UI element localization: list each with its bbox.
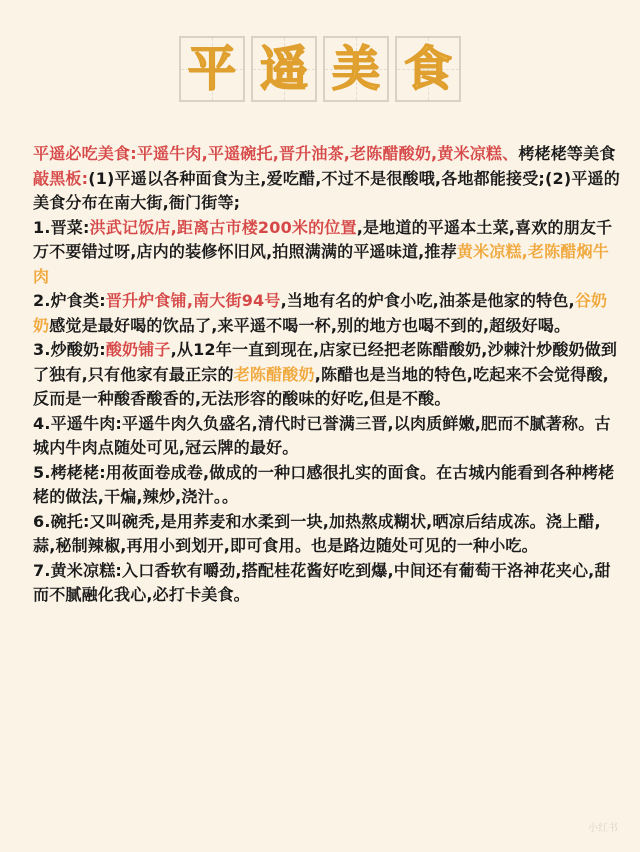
page-title [0,36,640,102]
title-char: 食 [403,41,452,97]
item-tail: ,陈醋也是当地的特色,吃起来不会觉得酸,反而是一种酸香酸香的,无法形容的酸味的好吃,但是不酸。 [33,364,609,408]
food-item-6: 6.碗托:又叫碗秃,是用荞麦和水柔到一块,加热熬成糊状,晒凉后结成冻。浇上醋,蒜,秘制辣椒,再用小到划开,即可食用。也是路边随处可见的一种小吃。 [33,511,601,555]
item-highlight: 黄米凉糕,老陈醋焖牛肉 [33,242,609,286]
intro-list: 平遥牛肉,平遥碗托,晋升油茶,老陈醋酸奶,黄米凉糕、 [136,144,519,163]
item-shop: 酸奶铺子 [105,340,171,359]
item-lead: 2.炉食类: [33,291,106,310]
item-lead: 3.炒酸奶: [33,340,106,359]
title-box-3 [323,36,389,102]
title-box-2 [251,36,317,102]
item-shop: 洪武记饭店,距离古市楼200米的位置 [89,217,357,237]
item-lead: 1.晋菜: [33,217,90,237]
article-body [33,142,623,608]
title-char: 遥 [259,41,308,97]
item-highlight: 谷奶奶 [33,291,608,335]
title-char: 平 [187,41,236,97]
tip-paragraph [33,167,623,216]
food-item-4: 4.平遥牛肉:平遥牛肉久负盛名,清代时已誉满三晋,以肉质鲜嫩,肥而不腻著称。古城内牛肉点随处可见,冠云牌的最好。 [33,413,611,457]
title-box-4 [395,36,461,102]
item-tail: 感觉是最好喝的饮品了,来平遥不喝一杯,别的地方也喝不到的,超级好喝。 [49,315,571,335]
food-item-7: 7.黄米凉糕:入口香软有嚼劲,搭配桂花酱好吃到爆,中间还有葡萄干洛神花夹心,甜而不腻融化我心,必打卡美食。 [33,560,611,604]
item-text: ,当地有名的炉食小吃,油茶是他家的特色, [280,291,575,310]
item-text: ,从12年一直到现在,店家已经把老陈醋酸奶,沙棘汁炒酸奶做到了独有,只有他家有最正宗的 [33,340,618,384]
item-highlight: 老陈醋酸奶 [233,364,315,384]
item-shop: 晋升炉食铺,南大街94号 [105,291,281,310]
intro-label: 平遥必吃美食: [33,144,137,163]
food-item-2 [33,289,623,338]
intro-paragraph [33,142,623,167]
tip-label: 敲黑板: [33,168,89,188]
intro-rest: 栲栳栳等美食 [518,144,616,163]
watermark: 小红书 [588,823,618,834]
title-char: 美 [331,41,380,97]
food-item-5: 5.栲栳栳:用莜面卷成卷,做成的一种口感很扎实的面食。在古城内能看到各种栲栳栳的做法,干煸,辣炒,浇汁。。 [33,462,615,506]
item-text: ,是地道的平遥本土菜,喜欢的朋友千万不要错过呀,店内的装修怀旧风,拍照满满的平遥味道,推荐 [33,217,613,261]
title-box-1 [179,36,245,102]
tip-text: (1)平遥以各种面食为主,爱吃醋,不过不是很酸哦,各地都能接受;(2)平遥的美食分布在南大街,衙门街等; [33,168,620,212]
food-item-3 [33,338,623,412]
food-item-1 [33,216,623,290]
